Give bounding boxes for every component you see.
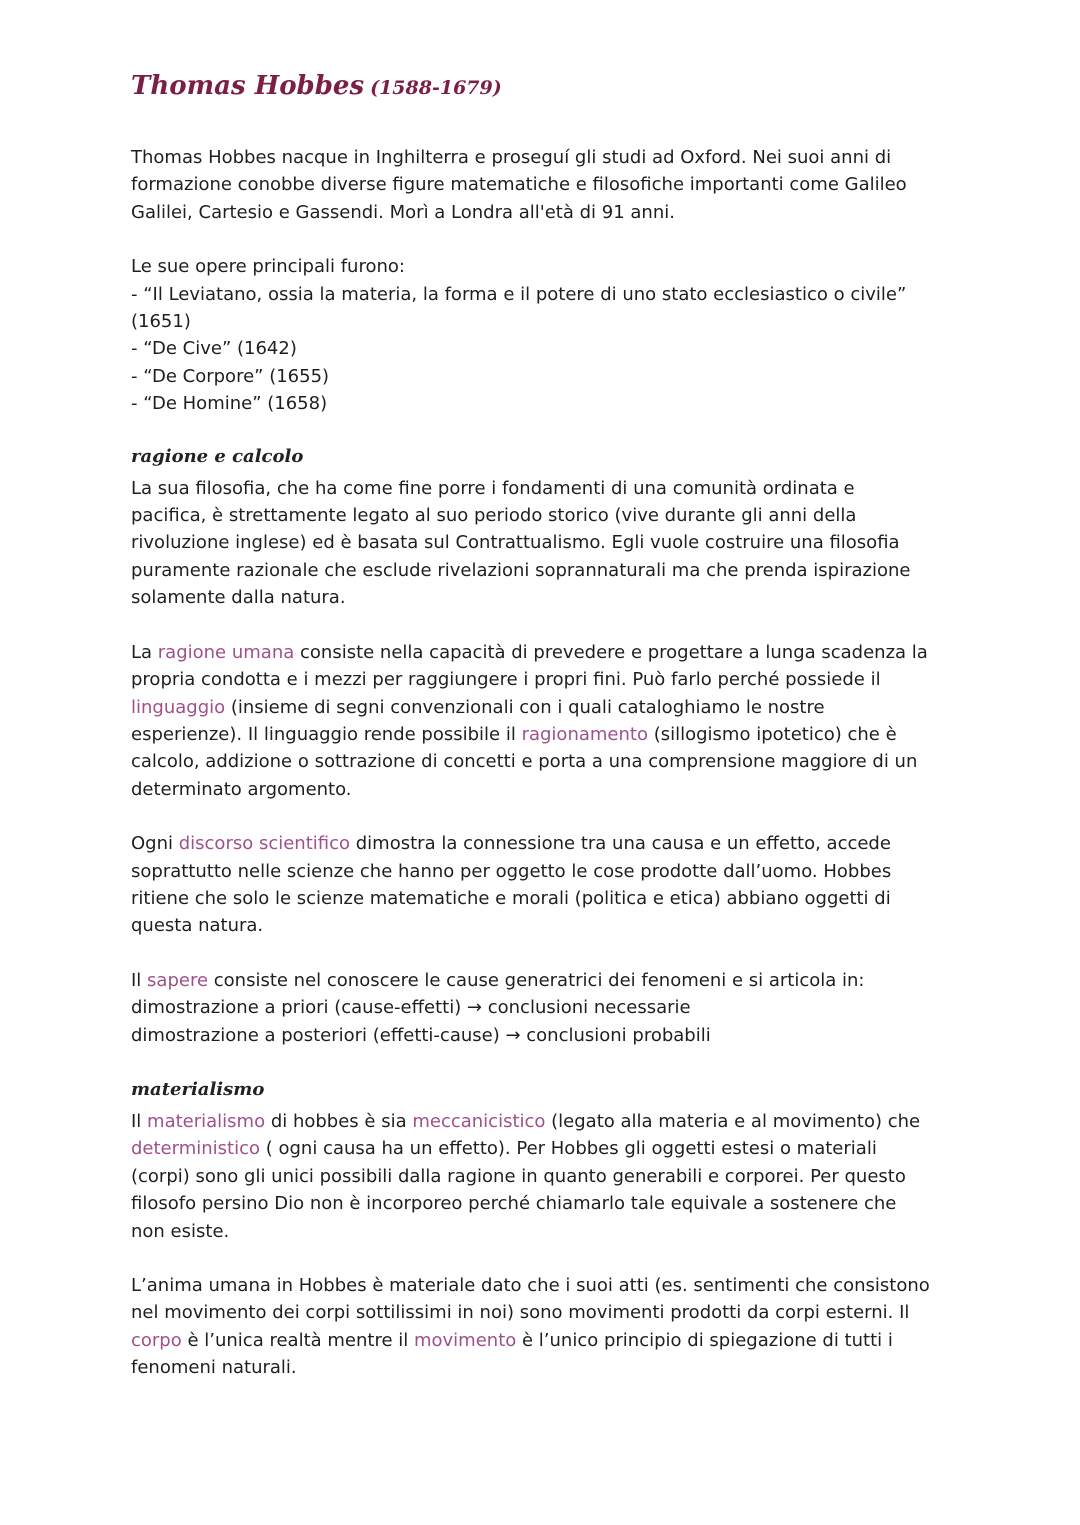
works-list xyxy=(131,281,961,418)
text-line: puramente razionale che esclude rivelazioni soprannaturali ma che prenda ispirazione xyxy=(131,559,911,581)
term-sapere: sapere xyxy=(147,969,209,991)
text-line: dimostrazione a posteriori (effetti-cause) → conclusioni probabili xyxy=(131,1024,711,1046)
text-fragment: esperienze). Il linguaggio rende possibile il xyxy=(131,723,522,745)
list-item xyxy=(131,281,961,336)
text-line: Galilei, Cartesio e Gassendi. Morì a Londra all'età di 91 anni. xyxy=(131,201,675,223)
text-line: dimostrazione a priori (cause-effetti) → conclusioni necessarie xyxy=(131,997,691,1019)
list-item: - “De Cive” (1642) xyxy=(131,338,297,360)
text-line: determinato argomento. xyxy=(131,778,352,800)
text-line: calcolo, addizione o sottrazione di concetti e porta a una comprensione maggiore di un xyxy=(131,751,918,773)
list-item: - “De Homine” (1658) xyxy=(131,393,328,415)
text-line: non esiste. xyxy=(131,1220,230,1242)
text-line: ritiene che solo le scienze matematiche e morali (politica e etica) abbiano oggetti di xyxy=(131,887,891,909)
text-line: La sua filosofia, che ha come fine porre i fondamenti di una comunità ordinata e xyxy=(131,477,855,499)
text-fragment: consiste nel conoscere le cause generatrici dei fenomeni e si articola in: xyxy=(208,969,865,991)
text-line: (corpi) sono gli unici possibili dalla ragione in quanto generabili e corporei. Per questo xyxy=(131,1165,906,1187)
text-line xyxy=(131,694,961,721)
paragraph xyxy=(131,830,961,940)
text-line: (1651) xyxy=(131,311,191,333)
intro-paragraph xyxy=(131,144,961,226)
text-line: pacifica, è strettamente legato al suo periodo storico (vive durante gli anni della xyxy=(131,505,857,527)
works-heading: Le sue opere principali furono: xyxy=(131,256,405,278)
term-ragionamento: ragionamento xyxy=(521,723,648,745)
text-line: - “Il Leviatano, ossia la materia, la forma e il potere di uno stato ecclesiastico o civile” xyxy=(131,283,907,305)
text-line xyxy=(131,830,961,857)
text-line: filosofo persino Dio non è incorporeo perché chiamarlo tale equivale a sostenere che xyxy=(131,1193,897,1215)
term-ragione-umana: ragione umana xyxy=(157,641,295,663)
text-fragment: (legato alla materia e al movimento) che xyxy=(545,1110,921,1132)
text-fragment: (sillogismo ipotetico) che è xyxy=(647,723,897,745)
text-fragment: di hobbes è sia xyxy=(265,1110,413,1132)
text-fragment: è l’unica realtà mentre il xyxy=(181,1329,414,1351)
works-block xyxy=(131,253,961,417)
list-item: - “De Corpore” (1655) xyxy=(131,365,330,387)
term-materialismo: materialismo xyxy=(147,1110,266,1132)
section-heading-materialismo: materialismo xyxy=(131,1078,265,1100)
term-meccanicistico: meccanicistico xyxy=(412,1110,546,1132)
text-fragment: è l’unico principio di spiegazione di tutti i xyxy=(516,1329,893,1351)
text-fragment: (insieme di segni convenzionali con i quali cataloghiamo le nostre xyxy=(225,696,825,718)
paragraph xyxy=(131,475,961,612)
section-heading-ragione: ragione e calcolo xyxy=(131,445,304,467)
paragraph xyxy=(131,639,961,803)
text-line: formazione conobbe diverse figure matematiche e filosofiche importanti come Galileo xyxy=(131,174,907,196)
paragraph xyxy=(131,1272,961,1382)
text-fragment: Il xyxy=(131,1110,148,1132)
text-line xyxy=(131,1135,961,1162)
text-line xyxy=(131,967,961,994)
paragraph xyxy=(131,1108,961,1245)
text-fragment: Il xyxy=(131,969,148,991)
text-fragment: ( ogni causa ha un effetto). Per Hobbes gli oggetti estesi o materiali xyxy=(260,1138,877,1160)
text-line xyxy=(131,1327,961,1354)
term-linguaggio: linguaggio xyxy=(131,696,226,718)
document-page xyxy=(131,66,961,1409)
text-fragment: consiste nella capacità di prevedere e progettare a lunga scadenza la xyxy=(294,641,928,663)
text-line xyxy=(131,1108,961,1135)
text-fragment: Ogni xyxy=(131,833,179,855)
term-corpo: corpo xyxy=(131,1329,182,1351)
term-movimento: movimento xyxy=(413,1329,517,1351)
title-years: (1588-1679) xyxy=(370,77,502,99)
text-fragment: La xyxy=(131,641,158,663)
paragraph xyxy=(131,967,961,1049)
text-line xyxy=(131,721,961,748)
text-line: questa natura. xyxy=(131,915,264,937)
text-line: solamente dalla natura. xyxy=(131,587,346,609)
term-deterministico: deterministico xyxy=(131,1138,261,1160)
text-line: L’anima umana in Hobbes è materiale dato che i suoi atti (es. sentimenti che consistono xyxy=(131,1275,930,1296)
title-name: Thomas Hobbes xyxy=(131,71,365,101)
page-title xyxy=(131,66,961,109)
text-line: nel movimento dei corpi sottilissimi in noi) sono movimenti prodotti da corpi esterni. Il xyxy=(131,1302,910,1324)
text-line: rivoluzione inglese) ed è basata sul Contrattualismo. Egli vuole costruire una filosofia xyxy=(131,532,900,554)
text-line: soprattutto nelle scienze che hanno per oggetto le cose prodotte dall’uomo. Hobbes xyxy=(131,860,892,882)
term-discorso-scientifico: discorso scientifico xyxy=(178,833,351,855)
text-line: fenomeni naturali. xyxy=(131,1357,297,1379)
text-fragment: dimostra la connessione tra una causa e un effetto, accede xyxy=(350,833,891,855)
text-line: propria condotta e i mezzi per raggiungere i propri fini. Può farlo perché possiede il xyxy=(131,669,881,691)
text-line: Thomas Hobbes nacque in Inghilterra e proseguí gli studi ad Oxford. Nei suoi anni di xyxy=(131,147,892,168)
text-line xyxy=(131,639,961,666)
